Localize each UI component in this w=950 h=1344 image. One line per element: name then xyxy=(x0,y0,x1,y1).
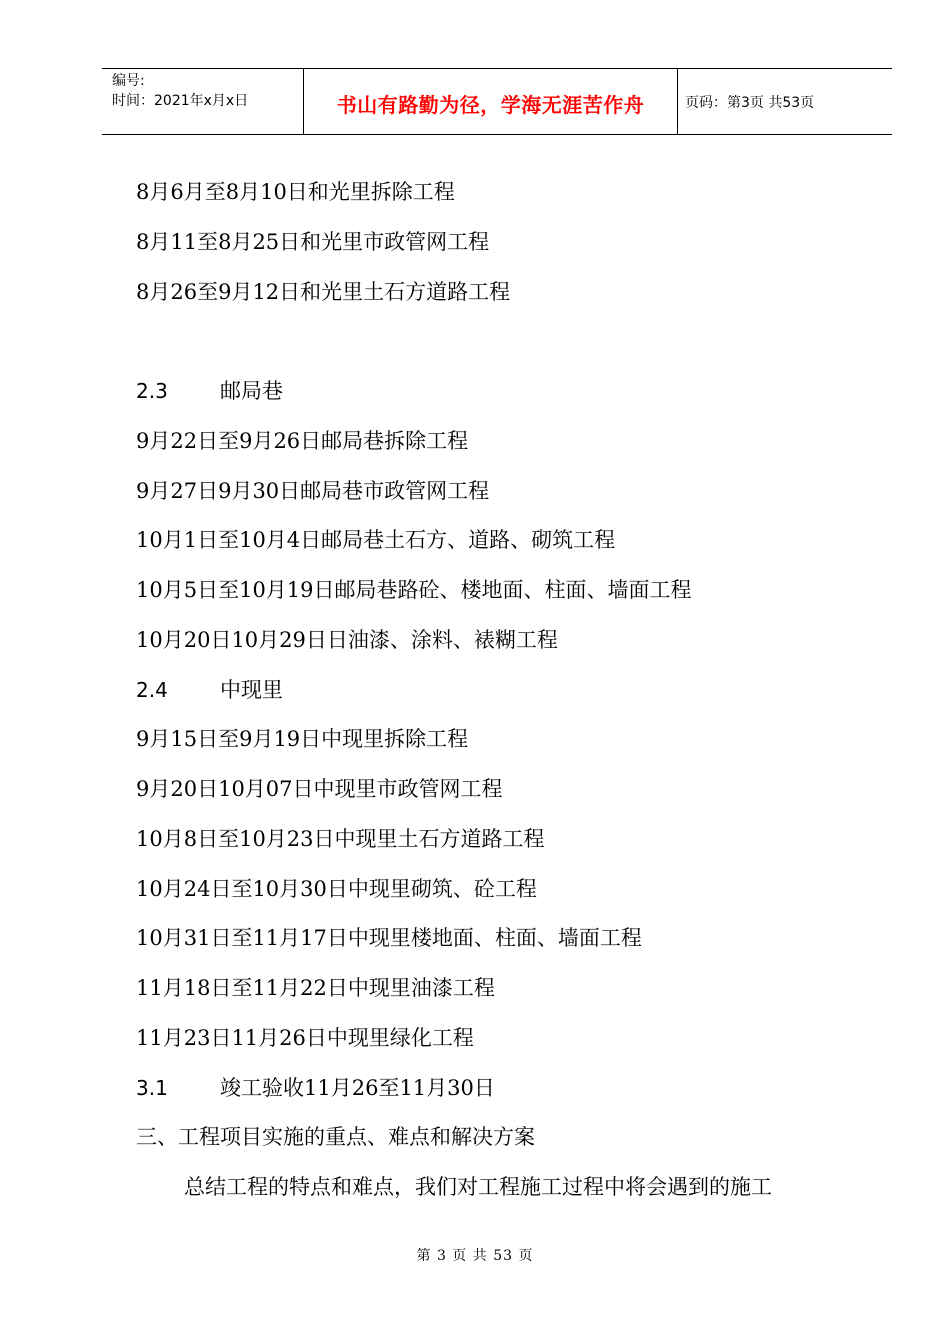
line-text: 10月31日至11月17日中现里楼地面、柱面、墙面工程 xyxy=(136,926,642,951)
section-number: 3.1 xyxy=(136,1075,168,1100)
text-line xyxy=(136,1014,876,1064)
line-text: 10月1日至10月4日邮局巷土石方、道路、砌筑工程 xyxy=(136,528,616,553)
text-line xyxy=(136,815,876,865)
line-text: 11月18日至11月22日中现里油漆工程 xyxy=(136,976,495,1000)
text-line xyxy=(136,516,876,566)
text-line xyxy=(136,218,876,268)
text-line xyxy=(136,964,876,1014)
section-heading xyxy=(136,1064,876,1114)
section-heading xyxy=(136,367,876,417)
text-line xyxy=(136,268,876,318)
header-page-cell xyxy=(678,69,892,134)
text-line xyxy=(136,168,876,218)
text-line xyxy=(136,566,876,616)
page-footer xyxy=(0,1245,950,1265)
header-motto-cell xyxy=(304,69,678,134)
motto-text: 书山有路勤为径，学海无涯苦作舟 xyxy=(336,93,645,117)
line-text: 10月20日10月29日日油漆、涂料、裱糊工程 xyxy=(136,627,558,652)
line-text: 9月15日至9月19日中现里拆除工程 xyxy=(136,727,469,752)
text-line xyxy=(136,616,876,666)
line-text: 9月22日至9月26日邮局巷拆除工程 xyxy=(136,428,469,453)
header-meta-cell xyxy=(102,69,304,134)
time-label: 时间：2021年x月x日 xyxy=(112,93,249,109)
line-text: 10月8日至10月23日中现里土石方道路工程 xyxy=(136,826,545,851)
line-text: 三、工程项目实施的重点、难点和解决方案 xyxy=(136,1125,535,1150)
footer-page-number: 第 3 页 共 53 页 xyxy=(416,1248,534,1264)
line-text: 10月5日至10月19日邮局巷路砼、楼地面、柱面、墙面工程 xyxy=(136,578,692,602)
section-title: 竣工验收11月26至11月30日 xyxy=(220,1075,495,1100)
line-text: 10月24日至10月30日中现里砌筑、砼工程 xyxy=(136,876,537,901)
text-line xyxy=(136,417,876,467)
page-header xyxy=(102,68,892,135)
section-heading xyxy=(136,666,876,716)
line-text: 总结工程的特点和难点，我们对工程施工过程中将会遇到的施工 xyxy=(184,1175,772,1199)
section-title: 中现里 xyxy=(220,677,283,702)
line-text: 9月20日10月07日中现里市政管网工程 xyxy=(136,777,503,801)
section-number: 2.4 xyxy=(136,677,168,702)
line-text: 11月23日11月26日中现里绿化工程 xyxy=(136,1025,474,1050)
section-title: 邮局巷 xyxy=(220,379,283,403)
serial-label: 编号: xyxy=(112,73,145,89)
section-number: 2.3 xyxy=(136,379,168,403)
line-text: 8月26至9月12日和光里土石方道路工程 xyxy=(136,279,511,304)
page-info: 页码：第3页 共53页 xyxy=(685,94,815,111)
blank-line xyxy=(136,317,876,367)
line-text: 8月11至8月25日和光里市政管网工程 xyxy=(136,229,490,254)
line-text: 9月27日9月30日邮局巷市政管网工程 xyxy=(136,478,490,503)
text-line xyxy=(136,1113,876,1163)
text-line xyxy=(136,765,876,815)
document-body xyxy=(136,168,876,1213)
line-text: 8月6月至8月10日和光里拆除工程 xyxy=(136,180,455,204)
text-line xyxy=(136,865,876,915)
text-line xyxy=(136,1163,876,1213)
text-line xyxy=(136,914,876,964)
text-line xyxy=(136,715,876,765)
text-line xyxy=(136,467,876,517)
